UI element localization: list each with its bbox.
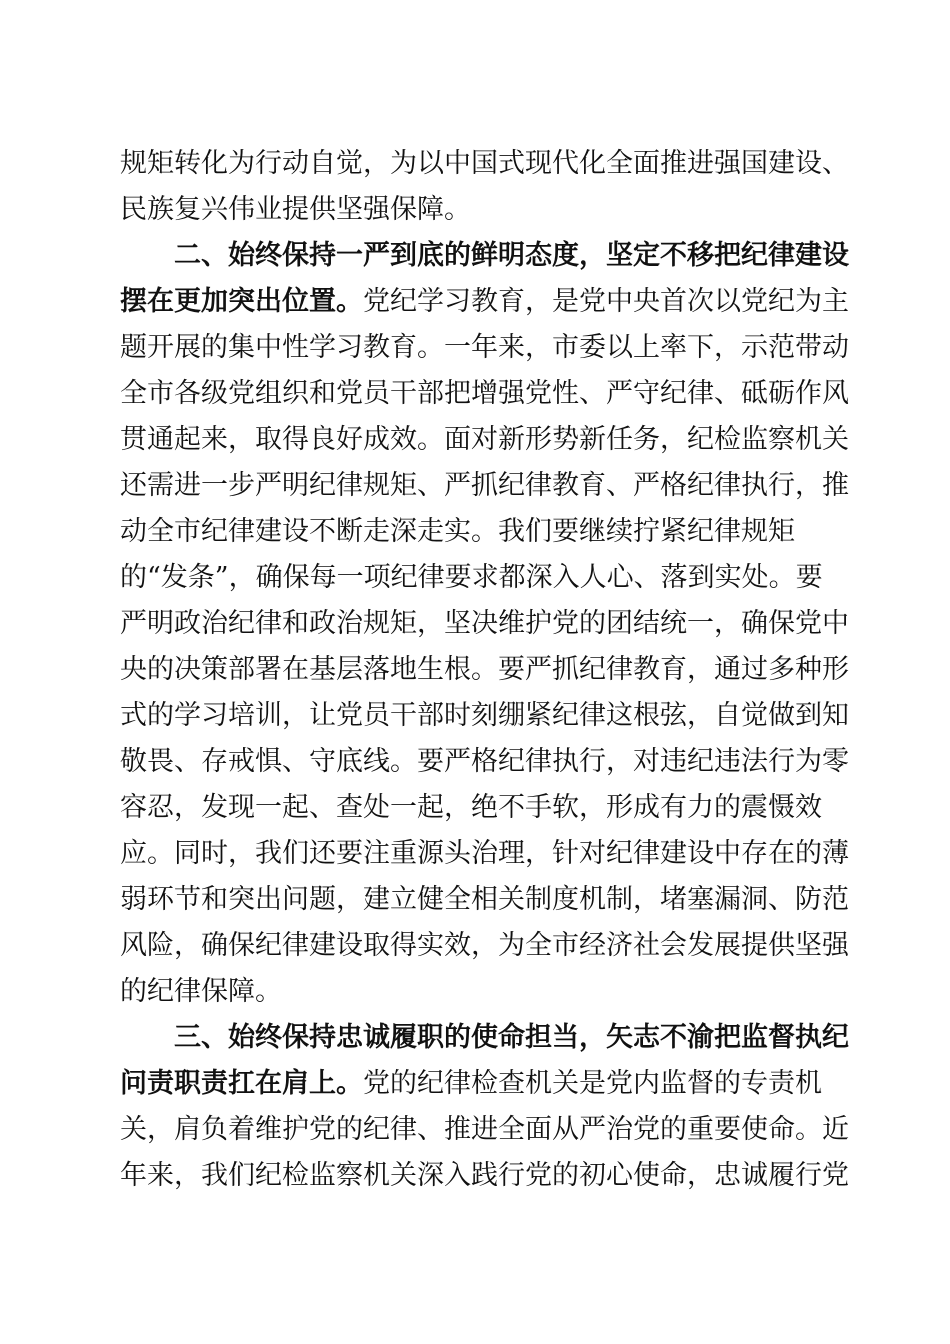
text-line <box>120 604 849 644</box>
text-line <box>120 788 820 828</box>
text-line <box>120 1110 849 1150</box>
body-text: 民族复兴伟业提供坚强保障。 <box>120 194 471 225</box>
text-line <box>120 328 849 368</box>
body-text: 还需进一步严明纪律规矩、严抓纪律教育、严格纪律执行，推 <box>120 470 849 501</box>
body-text: 的“发条”，确保每一项纪律要求都深入人心、落到实处。要 <box>120 562 823 593</box>
body-text: 央的决策部署在基层落地生根。要严抓纪律教育，通过多种形 <box>120 654 849 685</box>
body-text: 党纪学习教育，是党中央首次以党纪为主 <box>363 286 849 317</box>
body-text: 动全市纪律建设不断走深走实。我们要继续拧紧纪律规矩 <box>120 516 795 547</box>
body-text: 贯通起来，取得良好成效。面对新形势新任务，纪检监察机关 <box>120 424 849 455</box>
heading-text: 摆在更加突出位置。 <box>120 286 363 317</box>
text-line <box>120 1156 849 1196</box>
body-text: 风险，确保纪律建设取得实效，为全市经济社会发展提供坚强 <box>120 930 849 961</box>
heading-text: 问责职责扛在肩上。 <box>120 1068 363 1099</box>
body-text: 规矩转化为行动自觉，为以中国式现代化全面推进强国建设、 <box>120 148 849 179</box>
body-text: 弱环节和突出问题，建立健全相关制度机制，堵塞漏洞、防范 <box>120 884 849 915</box>
body-text: 关，肩负着维护党的纪律、推进全面从严治党的重要使命。近 <box>120 1114 849 1145</box>
text-line <box>120 834 849 874</box>
text-line <box>120 880 849 920</box>
body-text: 严明政治纪律和政治规矩，坚决维护党的团结统一，确保党中 <box>120 608 849 639</box>
text-line <box>120 282 849 322</box>
body-text: 的纪律保障。 <box>120 976 282 1007</box>
text-line <box>120 558 823 598</box>
text-line <box>120 466 849 506</box>
text-line <box>120 696 849 736</box>
body-text: 容忍，发现一起、查处一起，绝不手软，形成有力的震慑效 <box>120 792 822 823</box>
heading-text: 三、始终保持忠诚履职的使命担当，矢志不渝把监督执纪 <box>174 1022 849 1053</box>
body-text: 题开展的集中性学习教育。一年来，市委以上率下，示范带动 <box>120 332 849 363</box>
text-line <box>120 374 849 414</box>
text-line <box>120 742 849 782</box>
body-text: 应。同时，我们还要注重源头治理，针对纪律建设中存在的薄 <box>120 838 849 869</box>
text-line <box>120 512 820 552</box>
text-line <box>120 650 849 690</box>
section-heading-2 <box>174 236 849 276</box>
text-line <box>120 190 820 230</box>
text-line <box>120 1064 820 1104</box>
text-line <box>120 420 849 460</box>
body-text: 党的纪律检查机关是党内监督的专责机 <box>363 1068 822 1099</box>
heading-text: 二、始终保持一严到底的鲜明态度，坚定不移把纪律建设 <box>174 240 849 271</box>
section-heading-3 <box>174 1018 849 1058</box>
body-text: 敬畏、存戒惧、守底线。要严格纪律执行，对违纪违法行为零 <box>120 746 849 777</box>
body-text: 式的学习培训，让党员干部时刻绷紧纪律这根弦，自觉做到知 <box>120 700 849 731</box>
text-line <box>120 926 849 966</box>
text-line <box>120 144 849 184</box>
body-text: 全市各级党组织和党员干部把增强党性、严守纪律、砥砺作风 <box>120 378 849 409</box>
text-line <box>120 972 820 1012</box>
body-text: 年来，我们纪检监察机关深入践行党的初心使命，忠诚履行党 <box>120 1160 849 1191</box>
